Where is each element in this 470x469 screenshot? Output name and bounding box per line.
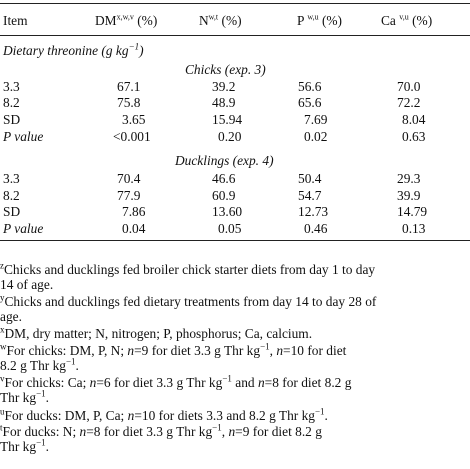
footnote-t-text-e: Thr kg bbox=[0, 439, 37, 454]
footnote-w-text-a: For chicks: DM, P, N; bbox=[6, 343, 128, 358]
cell-p: 54.7 bbox=[298, 188, 322, 203]
section-title bbox=[3, 43, 144, 58]
footnote-t-n: n bbox=[79, 424, 87, 439]
footnote-u-sup1: −1 bbox=[314, 406, 325, 417]
footnote-t-n2: n bbox=[228, 424, 236, 439]
footnote-z-mark: z bbox=[0, 260, 4, 271]
header-p-sup: w,u bbox=[307, 12, 319, 22]
footnote-u-text-a: For ducks: DM, P, Ca; bbox=[4, 408, 128, 423]
footnote-v-n: n bbox=[89, 375, 97, 390]
section-title-sup: −1 bbox=[128, 41, 140, 52]
header-p-label: P bbox=[297, 13, 304, 28]
cell-dm: 77.9 bbox=[117, 188, 141, 203]
cell-ca: 8.04 bbox=[402, 112, 426, 127]
cell-dm: 7.86 bbox=[122, 204, 146, 219]
footnote-w-text-d: =10 for diet bbox=[283, 343, 347, 358]
footnote-v-text-d: =8 for diet 8.2 g bbox=[264, 375, 352, 390]
bottom-rule bbox=[0, 240, 470, 241]
cell-ca: 72.2 bbox=[397, 95, 421, 110]
cell-item: 8.2 bbox=[3, 188, 20, 203]
footnote-v-text-a: For chicks: Ca; bbox=[4, 375, 90, 390]
footnote-t-text-c: , bbox=[221, 424, 229, 439]
footnote-z-line1: Chicks and ducklings fed broiler chick starter diets from day 1 to day bbox=[4, 262, 376, 277]
footnote-t-sup2: −1 bbox=[36, 437, 46, 448]
footnote-x bbox=[0, 326, 468, 341]
cell-n: 0.05 bbox=[218, 221, 242, 236]
footnote-w-text-e: 8.2 g Thr kg bbox=[0, 358, 66, 373]
footnote-v-sup2: −1 bbox=[36, 388, 46, 399]
header-dm-unit: (%) bbox=[137, 13, 158, 28]
cell-dm: 67.1 bbox=[117, 79, 141, 94]
cell-dm: <0.001 bbox=[113, 129, 151, 144]
cell-item: 8.2 bbox=[3, 95, 20, 110]
header-ca-label: Ca bbox=[381, 13, 396, 28]
footnote-v-text-b: =6 for diet 3.3 g Thr kg bbox=[96, 375, 223, 390]
footnote-w-text-f: . bbox=[75, 358, 79, 373]
footnote-w-n: n bbox=[127, 343, 135, 358]
header-ca-sup: v,u bbox=[399, 12, 409, 22]
footnote-w-sup2: −1 bbox=[65, 356, 76, 367]
cell-dm: 70.4 bbox=[117, 171, 141, 186]
header-dm-label: DM bbox=[95, 13, 117, 28]
cell-n: 15.94 bbox=[212, 112, 243, 127]
top-rule bbox=[0, 3, 470, 4]
cell-ca: 0.13 bbox=[402, 221, 426, 236]
cell-dm: 0.04 bbox=[122, 221, 146, 236]
footnote-w-text-c: , bbox=[269, 343, 277, 358]
section-title-end: ) bbox=[139, 43, 144, 58]
cell-p: 50.4 bbox=[298, 171, 322, 186]
footnote-t-text-f: . bbox=[45, 439, 50, 454]
ducklings-label: Ducklings (exp. 4) bbox=[175, 153, 274, 168]
cell-n: 0.20 bbox=[218, 129, 242, 144]
section-title-text: Dietary threonine (g kg bbox=[3, 43, 129, 58]
cell-ca: 29.3 bbox=[397, 171, 421, 186]
cell-p: 12.73 bbox=[298, 204, 329, 219]
cell-ca: 39.9 bbox=[397, 188, 421, 203]
cell-ca: 70.0 bbox=[397, 79, 421, 94]
cell-p: 7.69 bbox=[304, 112, 328, 127]
footnote-y-mark: y bbox=[0, 292, 5, 303]
cell-item: SD bbox=[3, 112, 21, 127]
footnote-t-text-d: =9 for diet 8.2 g bbox=[235, 424, 322, 439]
cell-p: 65.6 bbox=[298, 95, 322, 110]
cell-dm: 3.65 bbox=[122, 112, 146, 127]
footnote-t-sup1: −1 bbox=[212, 422, 222, 433]
footnote-t bbox=[0, 424, 468, 454]
footnote-u-text-b: =10 for diets 3.3 and 8.2 g Thr kg bbox=[134, 408, 315, 423]
footnote-v bbox=[0, 375, 468, 405]
cell-ca: 14.79 bbox=[397, 204, 428, 219]
cell-p: 0.02 bbox=[304, 129, 328, 144]
footnote-v-text-f: . bbox=[45, 390, 50, 405]
cell-item: P value bbox=[3, 221, 44, 236]
cell-dm: 75.8 bbox=[117, 95, 141, 110]
footnote-t-text-a: For ducks: N; bbox=[2, 424, 80, 439]
footnote-v-text-e: Thr kg bbox=[0, 390, 37, 405]
footnote-w-mark: w bbox=[0, 341, 7, 352]
footnote-u-n: n bbox=[127, 408, 135, 423]
cell-p: 56.6 bbox=[298, 79, 322, 94]
cell-item: 3.3 bbox=[3, 79, 20, 94]
footnote-w-text-b: =9 for diet 3.3 g Thr kg bbox=[134, 343, 261, 358]
header-n-unit: (%) bbox=[221, 13, 242, 28]
footnote-u-text-c: . bbox=[324, 408, 328, 423]
header-n-sup: w,t bbox=[208, 12, 219, 22]
cell-item: SD bbox=[3, 204, 21, 219]
cell-ca: 0.63 bbox=[402, 129, 426, 144]
cell-n: 39.2 bbox=[212, 79, 236, 94]
header-rule bbox=[0, 35, 470, 36]
header-p-unit: (%) bbox=[321, 13, 343, 28]
header-ca-unit: (%) bbox=[412, 13, 433, 28]
cell-p: 0.46 bbox=[304, 221, 328, 236]
cell-n: 48.9 bbox=[212, 95, 236, 110]
footnote-u bbox=[0, 408, 468, 423]
header-p bbox=[297, 13, 342, 28]
header-dm bbox=[95, 13, 157, 28]
footnote-t-mark: t bbox=[0, 422, 3, 433]
cell-n: 46.6 bbox=[212, 171, 236, 186]
footnote-v-text-c: and bbox=[231, 375, 258, 390]
footnote-z-line2: 14 of age. bbox=[0, 277, 54, 292]
cell-n: 60.9 bbox=[212, 188, 236, 203]
footnote-t-text-b: =8 for diet 3.3 g Thr kg bbox=[86, 424, 213, 439]
cell-item: P value bbox=[3, 129, 44, 144]
footnote-y-line1: Chicks and ducklings fed dietary treatments from day 14 to day 28 of bbox=[4, 294, 377, 309]
cell-n: 13.60 bbox=[212, 204, 243, 219]
header-n-label: N bbox=[199, 13, 209, 28]
header-item: Item bbox=[3, 13, 28, 28]
footnote-w bbox=[0, 343, 468, 373]
footnote-x-mark: x bbox=[0, 324, 5, 335]
footnote-x-line1: DM, dry matter; N, nitrogen; P, phosphorus; Ca, calcium. bbox=[4, 326, 313, 341]
header-dm-sup: x,w,v bbox=[116, 12, 134, 22]
header-n bbox=[199, 13, 242, 28]
footnote-y-line2: age. bbox=[0, 309, 22, 324]
footnote-v-mark: v bbox=[0, 373, 5, 384]
chicks-label: Chicks (exp. 3) bbox=[185, 62, 266, 77]
footnote-v-n2: n bbox=[257, 375, 265, 390]
footnote-y bbox=[0, 294, 468, 324]
footnote-w-sup1: −1 bbox=[260, 341, 270, 352]
footnote-u-mark: u bbox=[0, 406, 5, 417]
footnote-v-sup1: −1 bbox=[222, 373, 232, 384]
header-ca bbox=[381, 13, 432, 28]
cell-item: 3.3 bbox=[3, 171, 20, 186]
footnote-w-n2: n bbox=[276, 343, 284, 358]
footnote-z bbox=[0, 262, 468, 292]
